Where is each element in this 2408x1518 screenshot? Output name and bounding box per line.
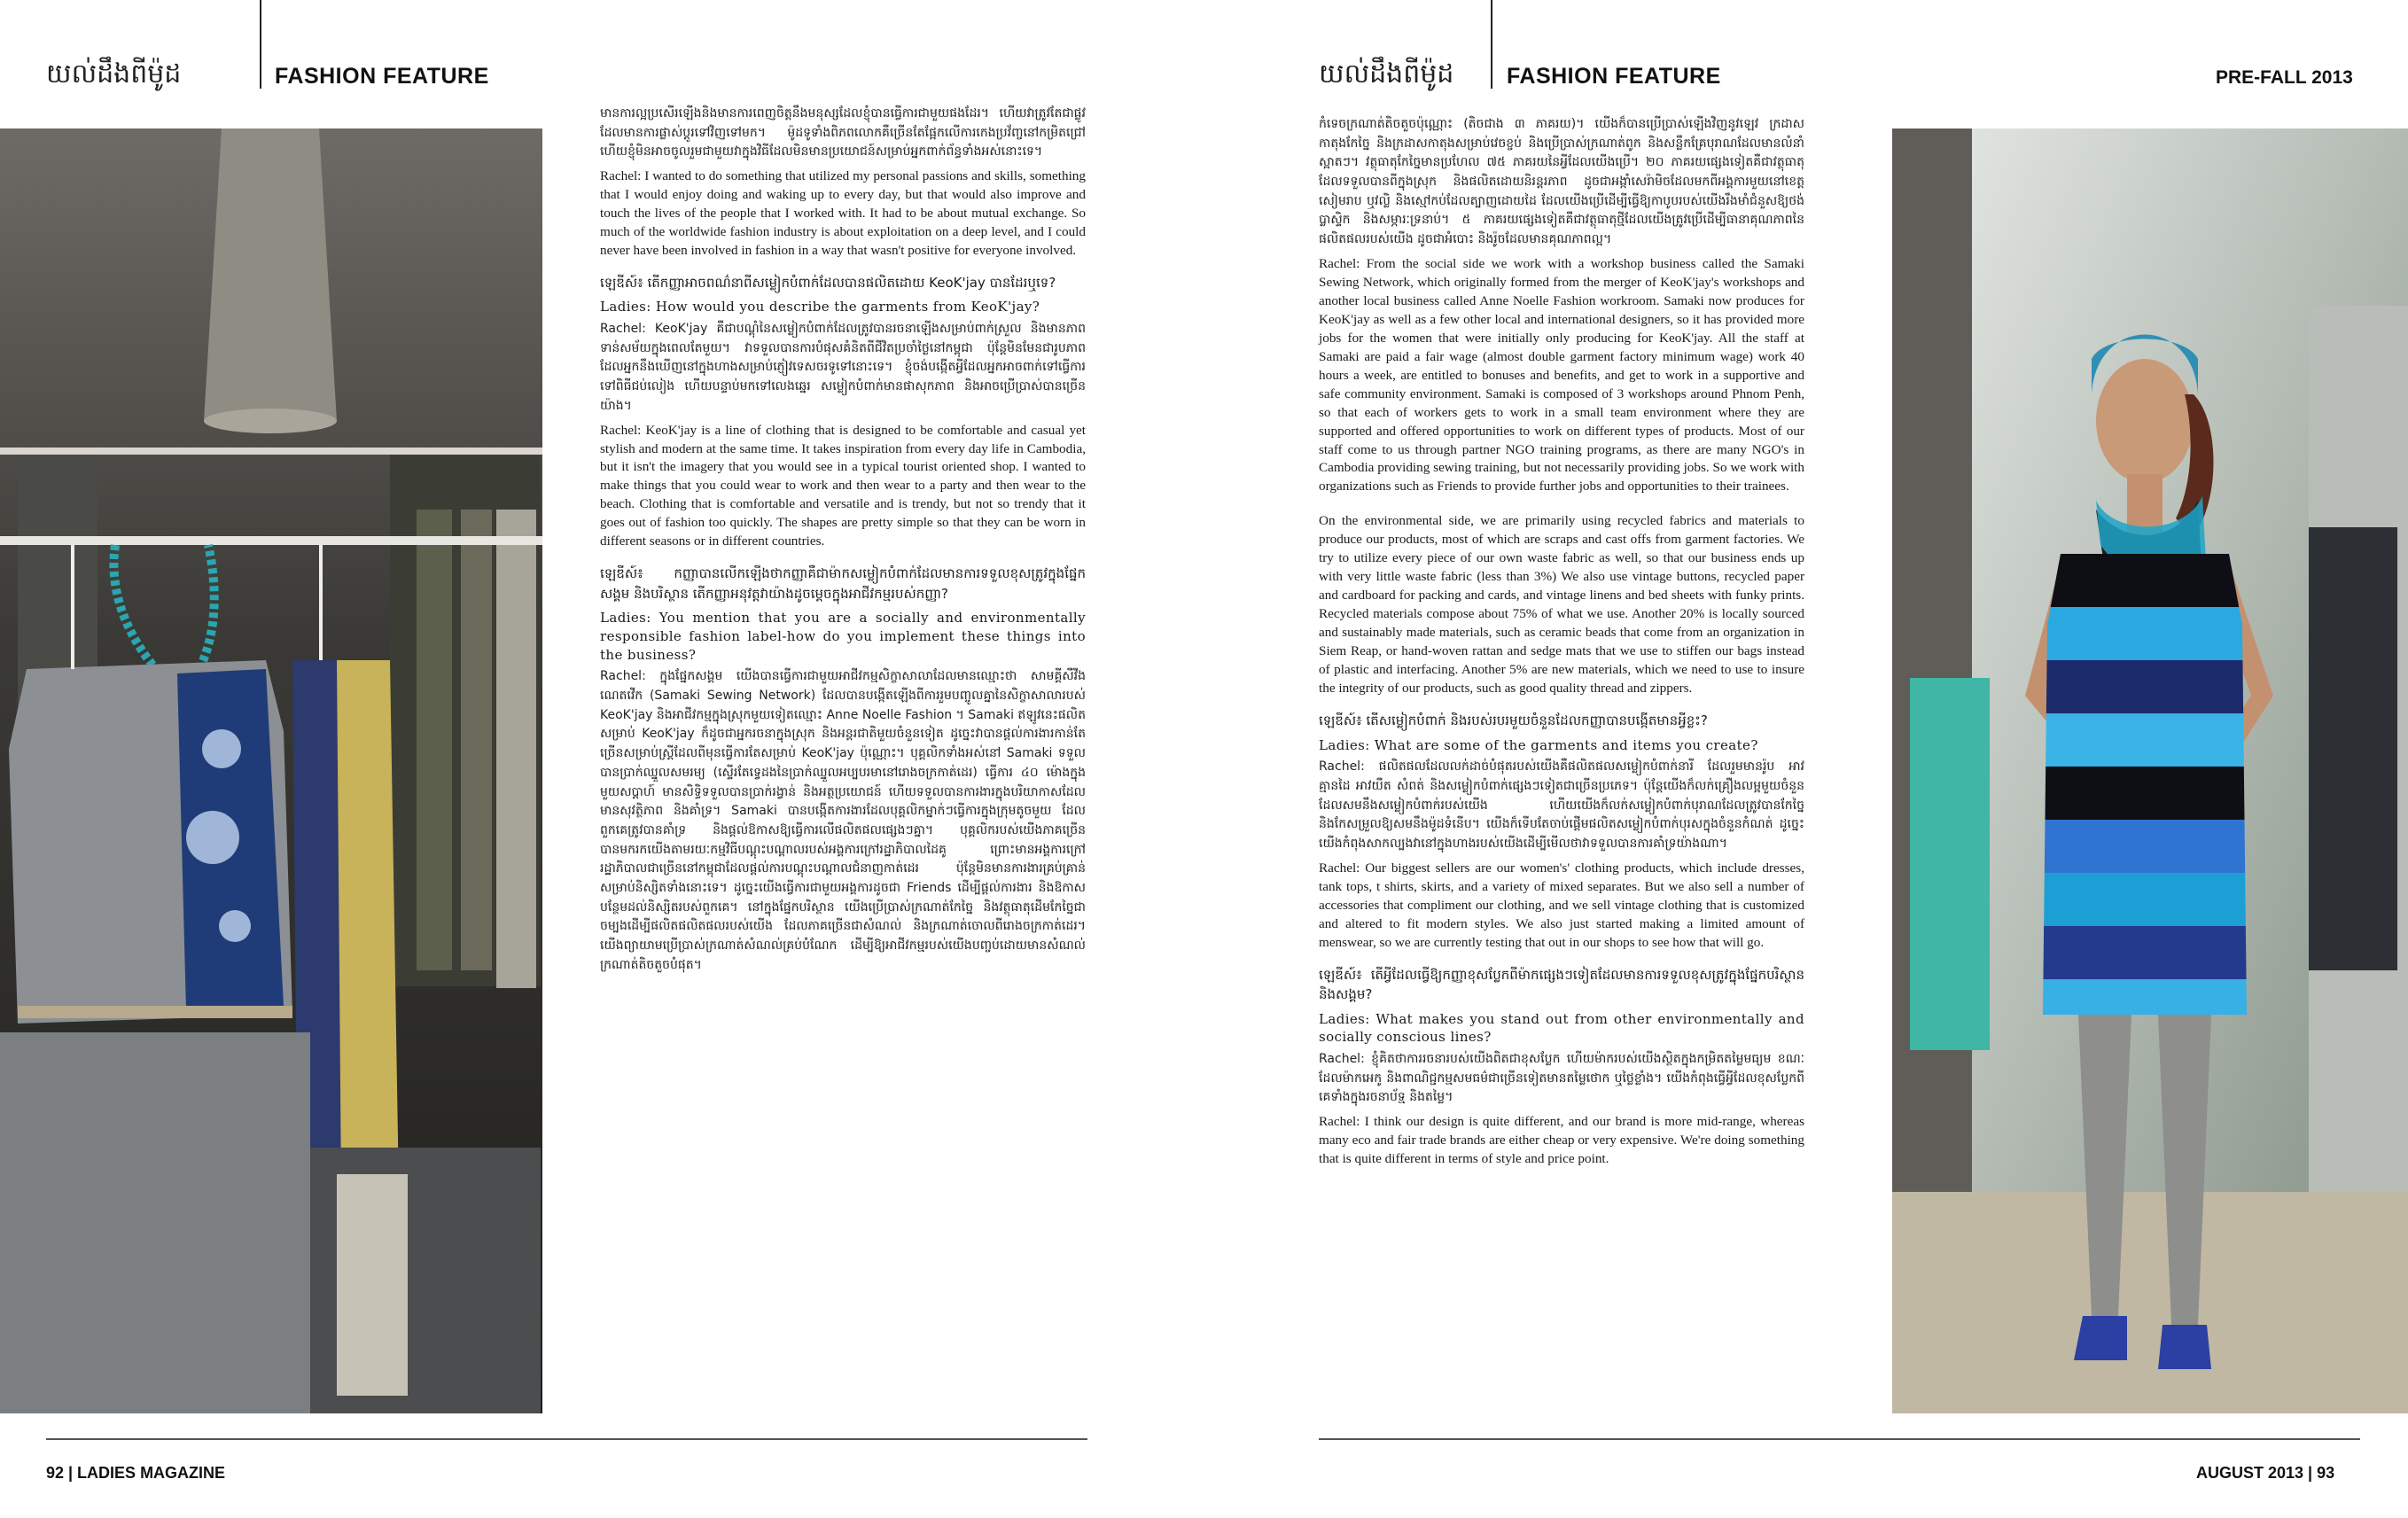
left-footer: 92 | LADIES MAGAZINE xyxy=(46,1464,226,1482)
left-answer-khmer-1: Rachel: KeoK'jay គឺជាបណ្ដុំនៃសម្លៀកបំពាក់ដែលត្រូវបានរចនាឡើងសម្រាប់ពាក់ស្រួល និងមានភាពទាន់សម័យក្នុងពេលតែមួយ។ វាទទួលបានការបំផុសគំនិតពីជីវិតប្រចាំថ្ងៃនៅកម្ពុជា ប៉ុន្តែមិនមែនជារូបភាពដែលអ្នកនឹងឃើញនៅក្នុងហាងសម្រាប់ភ្ញៀវទេសចរទូទៅនោះទេ។ ខ្ញុំចង់បង្កើតអ្វីដែលអ្នកអាចពាក់ទៅធ្វើការ ទៅពិធីជប់លៀង ហើយបន្ទាប់មកទៅលេងឆ្នេរ សម្លៀកបំពាក់មានផាសុកភាព និងអាចប្រើប្រាស់បានច្រើនយ៉ាង។ xyxy=(600,322,1086,413)
left-footer-rule xyxy=(46,1438,1087,1440)
right-header-khmer: យល់ដឹងពីម៉ូដ xyxy=(1319,58,1454,90)
left-answer-khmer-2: Rachel: ក្នុងផ្នែកសង្គម យើងបានធ្វើការជាមួយអាជីវកម្មសិក្ខាសាលាដែលមានឈ្មោះថា សាមគ្គីសឺវីង ណេតវើក (Samaki Sewing Network) ដែលបានបង្កើតឡើងពីការរួមបញ្ចូលគ្នានៃសិក្ខាសាលារបស់ KeoK'jay និងអាជីវកម្មក្នុងស្រុកមួយទៀតឈ្មោះ Anne Noelle Fashion ។ Samaki ឥឡូវនេះផលិតសម្រាប់ KeoK'jay ក៏ដូចជាអ្នករចនាក្នុងស្រុក និងអន្តរជាតិមួយចំនួនទៀត ដូច្នេះវាបានផ្ដល់ការងារកាន់តែច្រើនសម្រាប់ស្ត្រីដែលពីមុនធ្វើការតែសម្រាប់ KeoK'jay ប៉ុណ្ណោះ។ បុគ្គលិកទាំងអស់នៅ Samaki ទទួលបានប្រាក់ឈ្នួលសមរម្យ (ស្ទើរតែទ្វេដងនៃប្រាក់ឈ្នួលអប្បបរមានៅរោងចក្រកាត់ដេរ) ធ្វើការ ៤០ ម៉ោងក្នុងមួយសប្ដាហ៍ មានសិទ្ធិទទួលបានប្រាក់រង្វាន់ និងអត្ថប្រយោជន៍ ហើយទទួលបានការងារក្នុងបរិយាកាសដែលមានសុវត្ថិភាព និងគាំទ្រ។ Samaki បានបង្កើតការងារដែលបុគ្គលិកម្នាក់ៗធ្វើការក្នុងក្រុមតូចមួយ ដែលពួកគេត្រូវបានគាំទ្រ និងផ្ដល់ឱកាសឱ្យធ្វើការលើផលិតផលផ្សេងៗគ្នា។ បុគ្គលិករបស់យើងភាគច្រើនបានមករកយើងតាមរយៈកម្មវិធីបណ្ដុះបណ្ដាលរបស់អង្គការក្រៅរដ្ឋាភិបាលដៃគូ ព្រោះមានអង្គការក្រៅរដ្ឋាភិបាលជាច្រើននៅកម្ពុជាដែលផ្ដល់ការបណ្ដុះបណ្ដាលជំនាញកាត់ដេរ ប៉ុន្តែមិនមានការងារគ្រប់គ្រាន់សម្រាប់និស្សិតទាំងនោះទេ។ ដូច្នេះយើងធ្វើការជាមួយអង្គការដូចជា Friends ដើម្បីផ្ដល់ការងារ និងឱកាសបន្ថែមដល់និស្សិតរបស់ពួកគេ។ នៅក្នុងផ្នែកបរិស្ថាន យើងប្រើប្រាស់ក្រណាត់កែច្នៃ និងវត្ថុធាតុដើមកែច្នៃជាចម្បងដើម្បីផលិតផលិតផលរបស់យើង ដែលភាគច្រើនជាសំណល់ និងក្រណាត់ចោលពីរោងចក្រកាត់ដេរ។ យើងព្យាយាមប្រើប្រាស់ក្រណាត់សំណល់គ្រប់បំណែក ដើម្បីឱ្យអាជីវកម្មរបស់យើងបញ្ចប់ដោយមានសំណល់ក្រណាត់តិចតួចបំផុត។ xyxy=(600,669,1086,972)
clothing-rack-photo xyxy=(0,128,542,1413)
header-divider-right xyxy=(1491,0,1492,89)
model-photo xyxy=(1892,128,2408,1413)
right-answer-khmer-3: Rachel: ខ្ញុំគិតថាការរចនារបស់យើងពិតជាខុសប្លែក ហើយម៉ាករបស់យើងស្ថិតក្នុងកម្រិតតម្លៃមធ្យម ខណៈដែលម៉ាកអេកូ និងពាណិជ្ជកម្មសមធម៌ជាច្រើនទៀតមានតម្លៃថោក ឬថ្លៃខ្លាំង។ យើងកំពុងធ្វើអ្វីដែលខុសប្លែកពីគេទាំងក្នុងរចនាប័ទ្ម និងតម្លៃ។ xyxy=(1319,1051,1804,1105)
right-answer-english-4: Rachel: I think our design is quite different, and our brand is more mid-range, whereas many eco and fair trade brands are either cheap or very expensive. We're doing something that is quite different in terms of style and price point. xyxy=(1319,1114,1804,1166)
clothing-rack-illustration xyxy=(0,128,542,1413)
right-footer-rule xyxy=(1319,1438,2360,1440)
right-answer-english-3: Rachel: Our biggest sellers are our women's' clothing products, which include dresses, tank tops, t shirts, skirts, and a variety of mixed separates. But we also sell a number of accessories that compliment our clothing, and we sell vintage clothing that is customized and altered to fit modern styles. We also just started making a limited amount of menswear, so we are currently testing that out in our shops to see how that will go. xyxy=(1319,860,1804,950)
left-question-english-1: Ladies: How would you describe the garments from KeoK'jay? xyxy=(600,299,1040,315)
right-answer-english-1: Rachel: From the social side we work with a workshop business called the Samaki Sewing Network, which originally formed from the merger of KeoK'jay's workshops and another local business called Anne Noelle Fashion workroom. Samaki now produces for KeoK'jay as well as a few other local and international designers, so it has provided more jobs for the women that were initially only producing for KeoK'jay. All the staff at Samaki are paid a fair wage (almost double garment factory minimum wage) work 40 hours a week, are entitled to bonuses and benefits, and get to work in a supportive and safe community environment. Samaki is composed of 3 workshops around Phnom Penh, so that each of workers gets to work in a small team environment where they are supported and offered opportunities to work on different types of products. Most of our staff come to us through partner NGO training programs, as there are many NGO's in Cambodia providing sewing training, but not necessarily providing jobs. So we work with organizations such as Friends to provide further jobs and opportunities to their trainees. xyxy=(1319,255,1804,494)
right-question-english-2: Ladies: What makes you stand out from other environmentally and socially conscious lines? xyxy=(1319,1010,1804,1046)
left-question-khmer-2: ឡេឌីស៍៖ កញ្ញាបានលើកឡើងថាកញ្ញាគឺជាម៉ាកសម្លៀកបំពាក់ដែលមានការទទួលខុសត្រូវក្នុងផ្នែកសង្គម និងបរិស្ថាន តើកញ្ញាអនុវត្តវាយ៉ាងដូចម្ដេចក្នុងអាជីវកម្មរបស់កញ្ញា? xyxy=(600,565,1086,602)
left-paragraph-2: Rachel: I wanted to do something that utilized my personal passions and skills, something that I would enjoy doing and waking up to every day, but that would also improve and touch the lives of the people that I worked with. It had to be about mutual exchange. So much of the worldwide fashion industry is about exploitation on a deep level, and I could never have been involved in fashion in a way that wasn't positive for everyone involved. xyxy=(600,168,1086,258)
right-answer-khmer-2: Rachel: ផលិតផលដែលលក់ដាច់បំផុតរបស់យើងគឺផលិតផលសម្លៀកបំពាក់នារី ដែលរួមមានរ៉ូប អាវគ្មានដៃ អាវយឺត សំពត់ និងសម្លៀកបំពាក់ផ្សេងៗទៀតជាច្រើនប្រភេទ។ ប៉ុន្តែយើងក៏លក់គ្រឿងលម្អមួយចំនួនដែលសមនឹងសម្លៀកបំពាក់របស់យើង ហើយយើងក៏លក់សម្លៀកបំពាក់បុរាណដែលត្រូវបានកែច្នៃ និងកែសម្រួលឱ្យសមនឹងម៉ូដទំនើប។ យើងក៏ទើបតែចាប់ផ្ដើមផលិតសម្លៀកបំពាក់បុរសក្នុងចំនួនកំណត់ ដូច្នេះយើងកំពុងសាកល្បងវានៅក្នុងហាងរបស់យើងដើម្បីមើលថាវាទទួលបានការគាំទ្រយ៉ាងណា។ xyxy=(1319,759,1804,852)
left-answer-english-1: Rachel: KeoK'jay is a line of clothing that is designed to be comfortable and casual yet stylish and modern at the same time. It takes inspiration from every day life in Cambodia, but it isn't the imagery that you would see in a typical tourist oriented shop. I wanted to make things that you could wear to work and then wear to a party and then wear to the beach. Clothing that is comfortable and versatile and is trendy, but not so trendy that it goes out of fashion too quickly. The shapes are pretty simple so that they can be worn in different seasons or in different countries. xyxy=(600,422,1086,549)
left-article-column xyxy=(600,105,1086,980)
left-paragraph-1: មានការល្អប្រសើរឡើងនិងមានការពេញចិត្តនឹងមនុស្សដែលខ្ញុំបានធ្វើការជាមួយផងដែរ។ ហើយវាត្រូវតែជាផ្លូវដែលមានការផ្លាស់ប្ដូរទៅវិញទៅមក។ ម៉ូដទូទាំងពិភពលោកគឺច្រើនតែផ្អែកលើការកេងប្រវ័ញ្ចនៅកម្រិតជ្រៅ ហើយខ្ញុំមិនអាចចូលរួមជាមួយវាក្នុងវិធីដែលមិនមានប្រយោជន៍សម្រាប់អ្នកពាក់ព័ន្ធទាំងអស់នោះទេ។ xyxy=(600,106,1086,160)
right-article-column xyxy=(1319,115,1804,1174)
right-question-english-1: Ladies: What are some of the garments and items you create? xyxy=(1319,736,1758,753)
model-illustration xyxy=(1892,128,2408,1413)
right-question-khmer-2: ឡេឌីស៍៖ តើអ្វីដែលធ្វើឱ្យកញ្ញាខុសប្លែកពីម៉ាកផ្សេងៗទៀតដែលមានការទទួលខុសត្រូវក្នុងផ្នែកបរិស្ថាន និងសង្គម? xyxy=(1319,966,1804,1003)
right-answer-english-2: On the environmental side, we are primarily using recycled fabrics and materials to produce our products, most of which are scraps and cast offs from garment factories. We try to utilize every piece of our own waste fabric as well, so that our business ends up with very little waste fabric (less than 3%) We also use vintage buttons, recycled paper and cardboard for packing and cards, and vintage linens and bed sheets with funky prints. Recycled materials compose about 75% of what we use. Another 20% is locally sourced and sustainably made materials, such as ceramic beads that come from an organization in Siem Reap, or hand-woven rattan and sedge mats that we use to stiffen our bags instead of plastic and interfacing. Another 5% are new materials, which we need to use to insure the integrity of our products, such as good quality thread and zippers. xyxy=(1319,513,1804,697)
right-header-title: FASHION FEATURE xyxy=(1507,64,1721,89)
left-header-title: FASHION FEATURE xyxy=(275,64,489,89)
right-footer: AUGUST 2013 | 93 xyxy=(2196,1464,2335,1482)
right-question-khmer-1: ឡេឌីស៍៖ តើសម្លៀកបំពាក់ និងរបស់របរមួយចំនួនដែលកញ្ញាបានបង្កើតមានអ្វីខ្លះ? xyxy=(1319,712,1708,729)
right-paragraph-1: កំទេចក្រណាត់តិចតួចប៉ុណ្ណោះ (តិចជាង ៣ ភាគរយ)។ យើងក៏បានប្រើប្រាស់ឡើងវិញនូវឡេវ ក្រដាសកាតុងកែច្នៃ និងក្រដាសកាតុងសម្រាប់វេចខ្ចប់ និងប្រើប្រាស់ក្រណាត់ពូក និងសន្លឹកគ្រែបុរាណដែលមានលំនាំស្អាតៗ។ វត្ថុធាតុកែច្នៃមានប្រហែល ៧៥ ភាគរយនៃអ្វីដែលយើងប្រើ។ ២០ ភាគរយផ្សេងទៀតគឺជាវត្ថុធាតុដែលទទួលបានពីក្នុងស្រុក និងផលិតដោយនិរន្តរភាព ដូចជាអង្កាំសេរ៉ាមិចដែលមកពីអង្គការមួយនៅខេត្តសៀមរាប ឬវល្លិ និងស្មៅកប់ដែលត្បាញដោយដៃ ដែលយើងប្រើដើម្បីធ្វើឱ្យកាបូបរបស់យើងរឹងមាំជំនួសឱ្យថង់ប្លាស្ទិក និងសម្ភារៈទ្រនាប់។ ៥ ភាគរយផ្សេងទៀតគឺជាវត្ថុធាតុថ្មីដែលយើងត្រូវប្រើដើម្បីធានាគុណភាពនៃផលិតផលរបស់យើង ដូចជាអំបោះ និងរ៉ូចដែលមានគុណភាពល្អ។ xyxy=(1319,117,1804,247)
left-header-khmer: យល់ដឹងពីម៉ូដ xyxy=(46,58,182,90)
left-question-english-2: Ladies: You mention that you are a socially and environmentally responsible fashion label-how do you implement these things into the business? xyxy=(600,610,1086,663)
issue-label: PRE-FALL 2013 xyxy=(2216,67,2353,88)
left-question-khmer-1: ឡេឌីស៍៖ តើកញ្ញាអាចពណ៌នាពីសម្លៀកបំពាក់ដែលបានផលិតដោយ KeoK'jay បានដែរឬទេ? xyxy=(600,274,1056,291)
header-divider-left xyxy=(260,0,261,89)
